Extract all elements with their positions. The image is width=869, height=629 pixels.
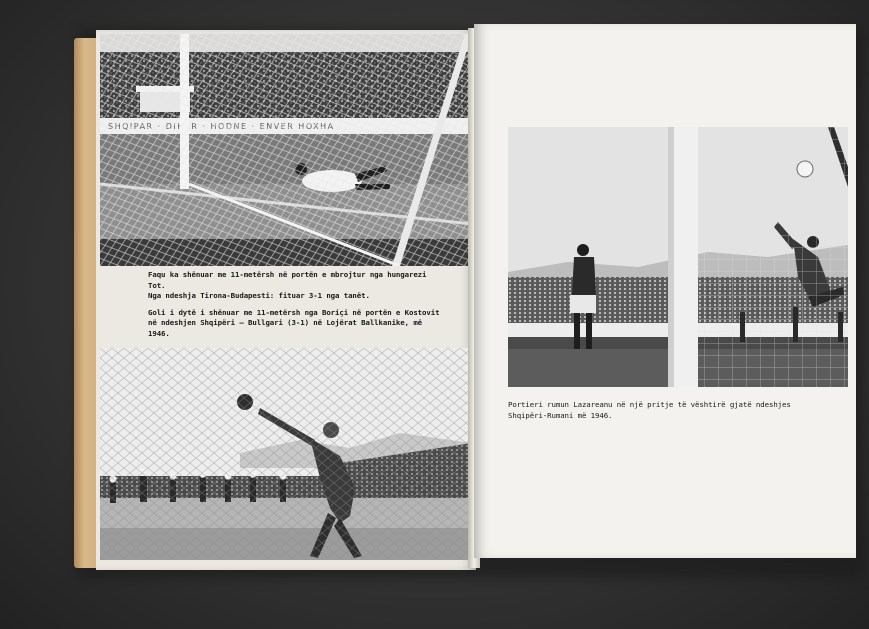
photo-lazareanu-save-image (508, 127, 848, 387)
caption-faqu-penalty (148, 270, 448, 302)
photo-penalty-goalkeeper-dive (100, 34, 472, 266)
right-caption (508, 400, 818, 427)
caption-borici-penalty: Goli i dytë i shënuar me 11-metërsh nga Boriçi në portën e Kostovit në ndeshjen Shqipëri – Bullgari (3-1) në Lojërat Ballkanike, më 1946. (148, 307, 440, 338)
left-page (96, 30, 476, 570)
photo-lazareanu-save (508, 127, 848, 387)
left-captions (148, 270, 448, 345)
right-page (474, 24, 856, 558)
photo-penalty-goalkeeper-dive-image (100, 34, 472, 266)
photo-penalty-kick-borici (100, 348, 472, 560)
caption-faqu-line: Faqu ka shënuar me 11-metërsh në portën e mbrojtur nga hungarezi Tot. (148, 270, 427, 290)
caption-tirona-budapest: Nga ndeshja Tirona-Budapesti: fituar 3-1 nga tanët. (148, 291, 370, 300)
caption-lazareanu: Portieri rumun Lazareanu në një pritje të vështirë gjatë ndeshjes Shqipëri-Rumani më 1946. (508, 400, 791, 420)
photo-penalty-kick-image (100, 348, 472, 560)
